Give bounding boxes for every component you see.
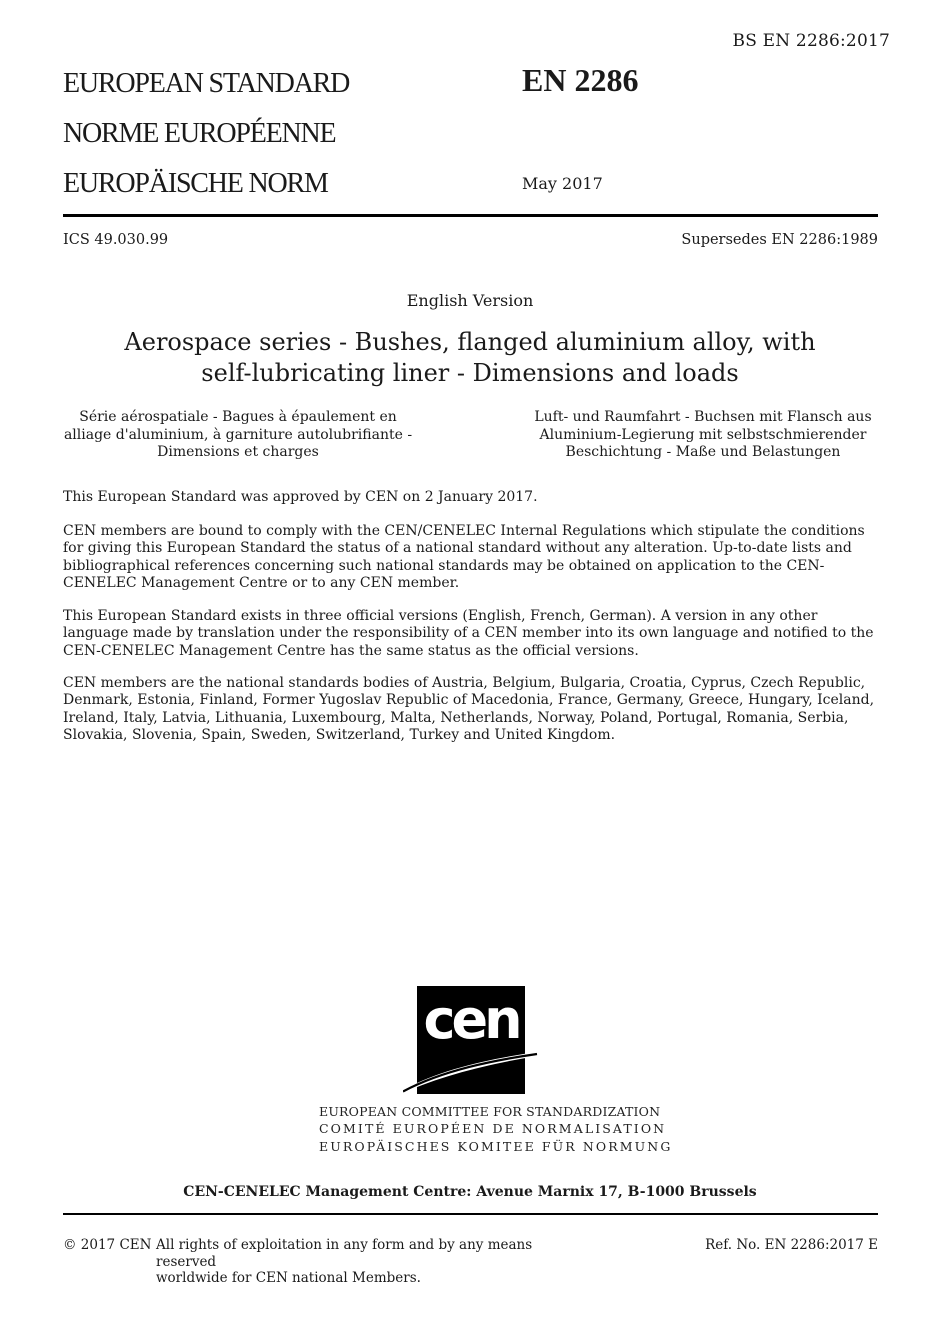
- title-german: EUROPÄISCHE NORM: [63, 168, 328, 199]
- rights-line-2: worldwide for CEN national Members.: [156, 1270, 421, 1286]
- document-reference: BS EN 2286:2017: [732, 31, 890, 51]
- copyright: © 2017 CEN: [63, 1237, 152, 1253]
- document-title-line-2: self-lubricating liner - Dimensions and loads: [201, 359, 739, 387]
- publication-date: May 2017: [522, 174, 603, 193]
- document-title-line-1: Aerospace series - Bushes, flanged aluminium alloy, with: [124, 328, 816, 356]
- reference-number: Ref. No. EN 2286:2017 E: [705, 1237, 878, 1253]
- rights-line-1: All rights of exploitation in any form and by any means reserved: [156, 1237, 533, 1270]
- title-english: EUROPEAN STANDARD: [63, 68, 350, 99]
- members-paragraph: CEN members are the national standards bodies of Austria, Belgium, Bulgaria, Croatia, Cyprus, Czech Republic, Denmark, Estonia, Finland, Former Yugoslav Republic of Macedonia, France, Germany, Greece, Hungary, Iceland, Ireland, Italy, Latvia, Lithuania, Luxembourg, Malta, Netherlands, Norway, Poland, Portugal, Romania, Serbia, Slovakia, Slovenia, Spain, Sweden, Switzerland, Turkey and United Kingdom.: [63, 675, 875, 743]
- org-name-english: EUROPEAN COMMITTEE FOR STANDARDIZATION: [319, 1104, 661, 1119]
- footer-divider: [63, 1213, 878, 1215]
- org-name-german: EUROPÄISCHES KOMITEE FÜR NORMUNG: [319, 1139, 673, 1154]
- rights-statement: [156, 1237, 576, 1287]
- supersedes-note: Supersedes EN 2286:1989: [681, 232, 878, 248]
- compliance-paragraph: CEN members are bound to comply with the CEN/CENELEC Internal Regulations which stipulate the conditions for giving this European Standard the status of a national standard without any alteration. Up-to-date lists and bibliographical references concerning such national standards may be obtained on application to the CEN-CENELEC Management Centre or to any CEN member.: [63, 523, 865, 591]
- title-french: NORME EUROPÉENNE: [63, 118, 336, 149]
- versions-paragraph: This European Standard exists in three official versions (English, French, German). A version in any other language made by translation under the responsibility of a CEN member into its own language and notified to the CEN-CENELEC Management Centre has the same status as the official versions.: [63, 608, 874, 659]
- title-german-translation: Luft- und Raumfahrt - Buchsen mit Flansch aus Aluminium-Legierung mit selbstschmierender Beschichtung - Maße und Belastungen: [534, 409, 872, 460]
- standard-number: EN 2286: [522, 62, 639, 98]
- management-centre-address: CEN-CENELEC Management Centre: Avenue Marnix 17, B-1000 Brussels: [183, 1184, 757, 1200]
- cen-logo: [403, 986, 539, 1094]
- header-divider: [63, 214, 878, 217]
- org-name-french: COMITÉ EUROPÉEN DE NORMALISATION: [319, 1121, 667, 1136]
- approval-paragraph: This European Standard was approved by CEN on 2 January 2017.: [63, 489, 538, 505]
- title-french-translation: Série aérospatiale - Bagues à épaulement en alliage d'aluminium, à garniture autolubrifiante - Dimensions et charges: [63, 409, 413, 460]
- cen-logo-text: cen: [423, 988, 519, 1051]
- version-label: English Version: [406, 291, 534, 310]
- document-title: [110, 327, 830, 389]
- ics-code: ICS 49.030.99: [63, 232, 169, 248]
